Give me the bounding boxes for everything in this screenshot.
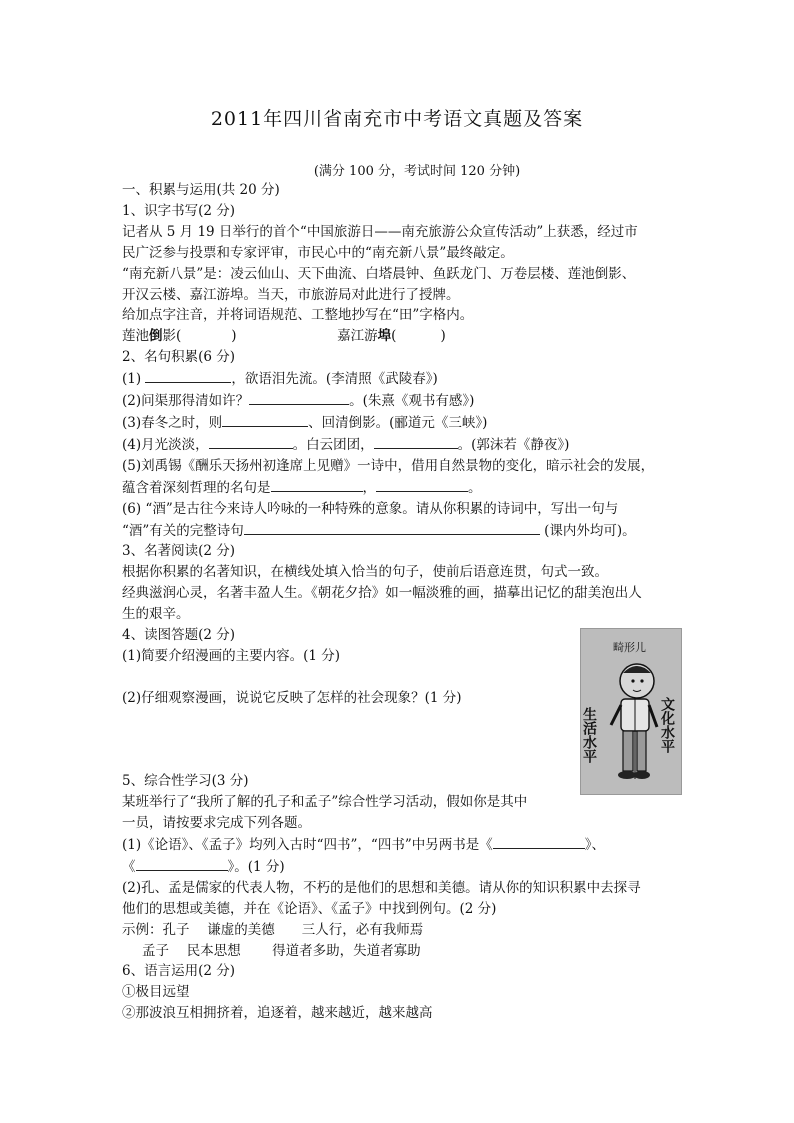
cartoon-image [580, 628, 682, 795]
question-5-line: 他们的思想或美德，并在《论语》、《孟子》中找到例句。(2 分) [122, 900, 497, 917]
question-3-heading: 3、名著阅读(2 分) [122, 543, 236, 560]
question-5-line [122, 834, 682, 856]
answer-blank[interactable] [271, 477, 363, 492]
line-text: (4)月光淡淡， [122, 436, 209, 453]
cartoon-right-label: 文化水平 [659, 697, 675, 753]
question-1-heading: 1、识字书写(2 分) [122, 202, 236, 219]
line-text: 。(朱熹《观书有感》) [349, 393, 475, 410]
question-5-example: 孟子 民本思想 得道者多助，失道者寡助 [142, 942, 421, 959]
question-5-line: 一员，请按要求完成下列各题。 [122, 815, 311, 832]
line-text: (1)《论语》、《孟子》均列入古时“四书”，“四书”中另两书是《 [122, 837, 493, 854]
question-5-line: 某班举行了“我所了解的孔子和孟子”综合性学习活动，假如你是其中 [122, 794, 528, 811]
cartoon-left-label: 生活水平 [581, 707, 597, 763]
question-3-line: 根据你积累的名著知识，在横线处填入恰当的句子，使前后语意连贯，句式一致。 [122, 564, 608, 581]
answer-blank[interactable] [249, 390, 349, 405]
item-b-text: 嘉江游 [337, 328, 378, 345]
line-text: (课内外均可)。 [544, 522, 636, 539]
question-2-line: (5)刘禹锡《酬乐天扬州初逢席上见赠》一诗中，借用自然景物的变化，暗示社会的发展， [122, 457, 655, 474]
question-2-line [122, 368, 682, 390]
line-text: 》。(1 分) [227, 858, 285, 875]
exam-body [122, 180, 682, 1024]
answer-blank[interactable] [209, 434, 293, 449]
answer-blank[interactable] [145, 368, 231, 383]
line-text: (2)问渠那得清如许？ [122, 393, 250, 410]
line-text: 。(郭沫若《静夜》) [457, 436, 570, 453]
cartoon-drawing [581, 629, 681, 794]
question-2-line [122, 477, 682, 499]
answer-blank[interactable] [244, 520, 540, 535]
line-text: 》、 [584, 837, 605, 854]
question-4-line: (2)仔细观察漫画，说说它反映了怎样的社会现象？(1 分) [122, 689, 462, 706]
question-6-line: ②那波浪互相拥挤着，追逐着，越来越近，越来越高 [122, 1005, 433, 1022]
item-a-dotted-char: 倒 [149, 328, 163, 345]
question-2-line [122, 520, 682, 542]
question-1-items [122, 326, 682, 347]
line-text: ， [362, 479, 376, 496]
question-4-line: (1)简要介绍漫画的主要内容。(1 分) [122, 647, 341, 664]
question-1-instruction: 给加点字注音，并将词语规范、工整地抄写在“田”字格内。 [122, 307, 474, 324]
question-4-heading: 4、读图答题(2 分) [122, 627, 236, 644]
answer-blank[interactable] [493, 834, 585, 849]
question-6-heading: 6、语言运用(2 分) [122, 963, 236, 980]
item-a-text: 影( [162, 328, 182, 345]
line-text: 。 [468, 479, 482, 496]
item-a-text: ) [231, 328, 237, 345]
line-text: 《 [122, 858, 136, 875]
answer-blank[interactable] [376, 477, 468, 492]
page-title: 2011年四川省南充市中考语文真题及答案 [210, 108, 584, 130]
line-text: 、回清倒影。(郦道元《三峡》) [308, 414, 488, 431]
answer-blank[interactable] [374, 434, 458, 449]
item-a-text: 莲池 [122, 328, 149, 345]
question-1-paragraph: 记者从 5 月 19 日举行的首个“中国旅游日——南充旅游公众宣传活动”上获悉，经过市 [122, 223, 638, 240]
question-5-heading: 5、综合性学习(3 分) [122, 773, 249, 790]
question-2-line [122, 434, 682, 456]
page-subtitle: (满分 100 分，考试时间 120 分钟) [313, 164, 521, 179]
line-text: “酒”有关的完整诗句 [122, 522, 244, 539]
cartoon-title: 畸形儿 [613, 641, 646, 654]
question-1-paragraph: “南充新八景”是：凌云仙山、天下曲流、白塔晨钟、鱼跃龙门、万卷层楼、莲池倒影、 [122, 265, 636, 282]
item-b-text: ( [391, 328, 397, 345]
question-2-line: (6) “酒”是古往今来诗人吟咏的一种特殊的意象。请从你积累的诗词中，写出一句与 [122, 500, 619, 517]
section-heading: 一、积累与运用(共 20 分) [122, 182, 280, 198]
question-3-line: 经典滋润心灵，名著丰盈人生。《朝花夕拾》如一幅淡雅的画，描摹出记忆的甜美泡出人 [122, 585, 642, 602]
question-1-paragraph: 民广泛参与投票和专家评审，市民心中的“南充新八景”最终敲定。 [122, 244, 514, 261]
question-3-line: 生的艰辛。 [122, 606, 190, 623]
question-2-line [122, 390, 682, 412]
question-6-line: ①极目远望 [122, 984, 190, 1001]
answer-blank[interactable] [222, 412, 308, 427]
line-text: (3)春冬之时，则 [122, 414, 223, 431]
line-text: 蕴含着深刻哲理的名句是 [122, 479, 271, 496]
question-5-example: 示例：孔子 谦虚的美德 三人行，必有我师焉 [122, 921, 424, 938]
line-text: ，欲语泪先流。(李清照《武陵春》) [231, 371, 438, 388]
answer-blank[interactable] [136, 856, 228, 871]
question-5-line [122, 856, 682, 878]
item-b-text: ) [440, 328, 446, 345]
question-5-line: (2)孔、孟是儒家的代表人物，不朽的是他们的思想和美德。请从你的知识积累中去探寻 [122, 879, 641, 896]
line-text: (1) [122, 371, 142, 388]
question-2-line [122, 412, 682, 434]
question-2-heading: 2、名句积累(6 分) [122, 349, 236, 366]
item-b-dotted-char: 埠 [377, 328, 392, 345]
question-1-paragraph: 开汉云楼、嘉江游埠。当天，市旅游局对此进行了授牌。 [122, 286, 460, 303]
line-text: 。白云团团， [292, 436, 374, 453]
